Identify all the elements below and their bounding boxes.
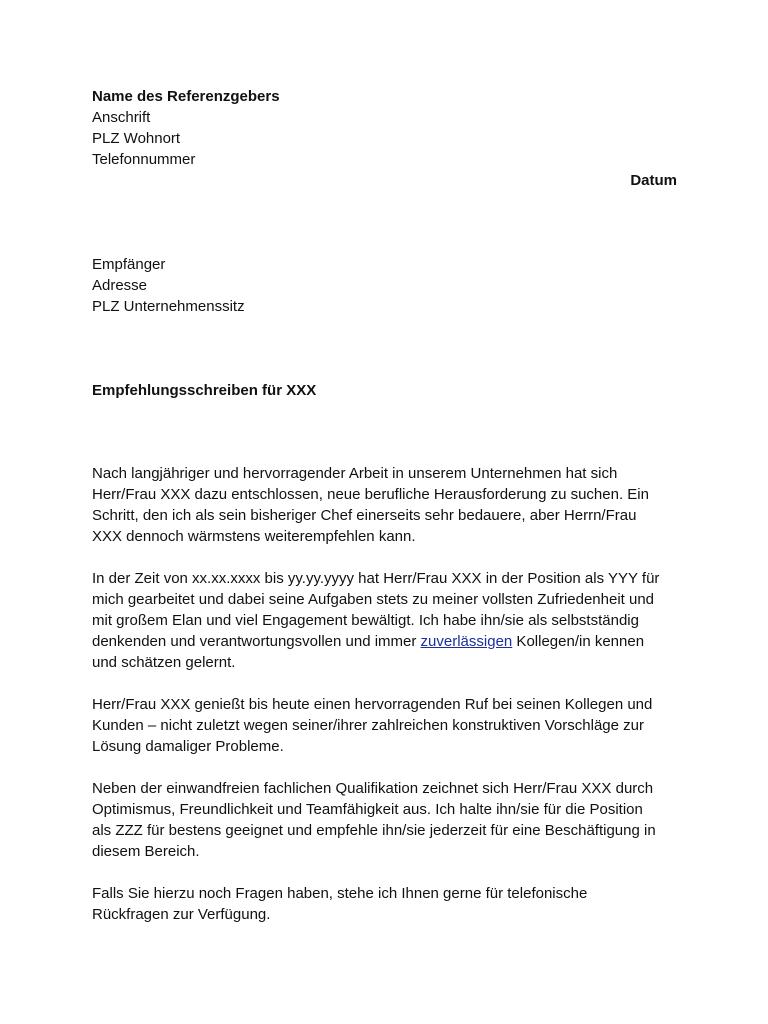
- paragraph-text: Kollegen/in kennen: [512, 633, 645, 650]
- paragraph-line: Falls Sie hierzu noch Fragen haben, stehe ich Ihnen gerne für telefonische: [92, 885, 588, 902]
- paragraph-line: als ZZZ für bestens geeignet und empfehle ihn/sie jederzeit für eine Beschäftigung in: [92, 822, 656, 839]
- paragraph-line: Rückfragen zur Verfügung.: [92, 906, 271, 923]
- paragraph-5: [92, 883, 677, 925]
- paragraph-line: und schätzen gelernt.: [92, 654, 236, 671]
- sender-address: Anschrift: [92, 109, 151, 126]
- paragraph-line: Herr/Frau XXX dazu entschlossen, neue berufliche Herausforderung zu suchen. Ein: [92, 486, 649, 503]
- letter-body: [92, 463, 677, 925]
- zuverlaessigen-link[interactable]: zuverlässigen: [420, 633, 513, 650]
- letter-date: Datum: [630, 172, 677, 189]
- paragraph-line: diesem Bereich.: [92, 843, 200, 860]
- paragraph-line: Lösung damaliger Probleme.: [92, 738, 284, 755]
- paragraph-line: In der Zeit von xx.xx.xxxx bis yy.yy.yyyy hat Herr/Frau XXX in der Position als YYY für: [92, 570, 660, 587]
- paragraph-line: Optimismus, Freundlichkeit und Teamfähigkeit aus. Ich halte ihn/sie für die Position: [92, 801, 643, 818]
- paragraph-line: Nach langjähriger und hervorragender Arbeit in unserem Unternehmen hat sich: [92, 465, 618, 482]
- paragraph-line: Schritt, den ich als sein bisheriger Chef einerseits sehr bedauere, aber Herrn/Frau: [92, 507, 637, 524]
- paragraph-2: [92, 568, 677, 673]
- paragraph-text: denkenden und verantwortungsvollen und immer: [92, 633, 421, 650]
- recipient-city: PLZ Unternehmenssitz: [92, 298, 245, 315]
- recipient-address: Adresse: [92, 277, 148, 294]
- recipient-name: Empfänger: [92, 256, 166, 273]
- paragraph-line: Neben der einwandfreien fachlichen Qualifikation zeichnet sich Herr/Frau XXX durch: [92, 780, 654, 797]
- paragraph-line: Kunden – nicht zuletzt wegen seiner/ihrer zahlreichen konstruktiven Vorschläge zur: [92, 717, 644, 734]
- paragraph-line: Herr/Frau XXX genießt bis heute einen hervorragenden Ruf bei seinen Kollegen und: [92, 696, 653, 713]
- sender-block: [92, 86, 677, 170]
- sender-phone: Telefonnummer: [92, 151, 196, 168]
- paragraph-4: [92, 778, 677, 862]
- recipient-block: [92, 254, 677, 317]
- sender-name: Name des Referenzgebers: [92, 88, 280, 105]
- paragraph-3: [92, 694, 677, 757]
- paragraph-line: mit großem Elan und viel Engagement bewältigt. Ich habe ihn/sie als selbstständig: [92, 612, 639, 629]
- paragraph-line: XXX dennoch wärmstens weiterempfehlen kann.: [92, 528, 416, 545]
- sender-city: PLZ Wohnort: [92, 130, 181, 147]
- paragraph-1: [92, 463, 677, 547]
- paragraph-line: mich gearbeitet und dabei seine Aufgaben stets zu meiner vollsten Zufriedenheit und: [92, 591, 655, 608]
- letter-subject: Empfehlungsschreiben für XXX: [92, 382, 317, 399]
- paragraph-line-with-link: [92, 631, 677, 652]
